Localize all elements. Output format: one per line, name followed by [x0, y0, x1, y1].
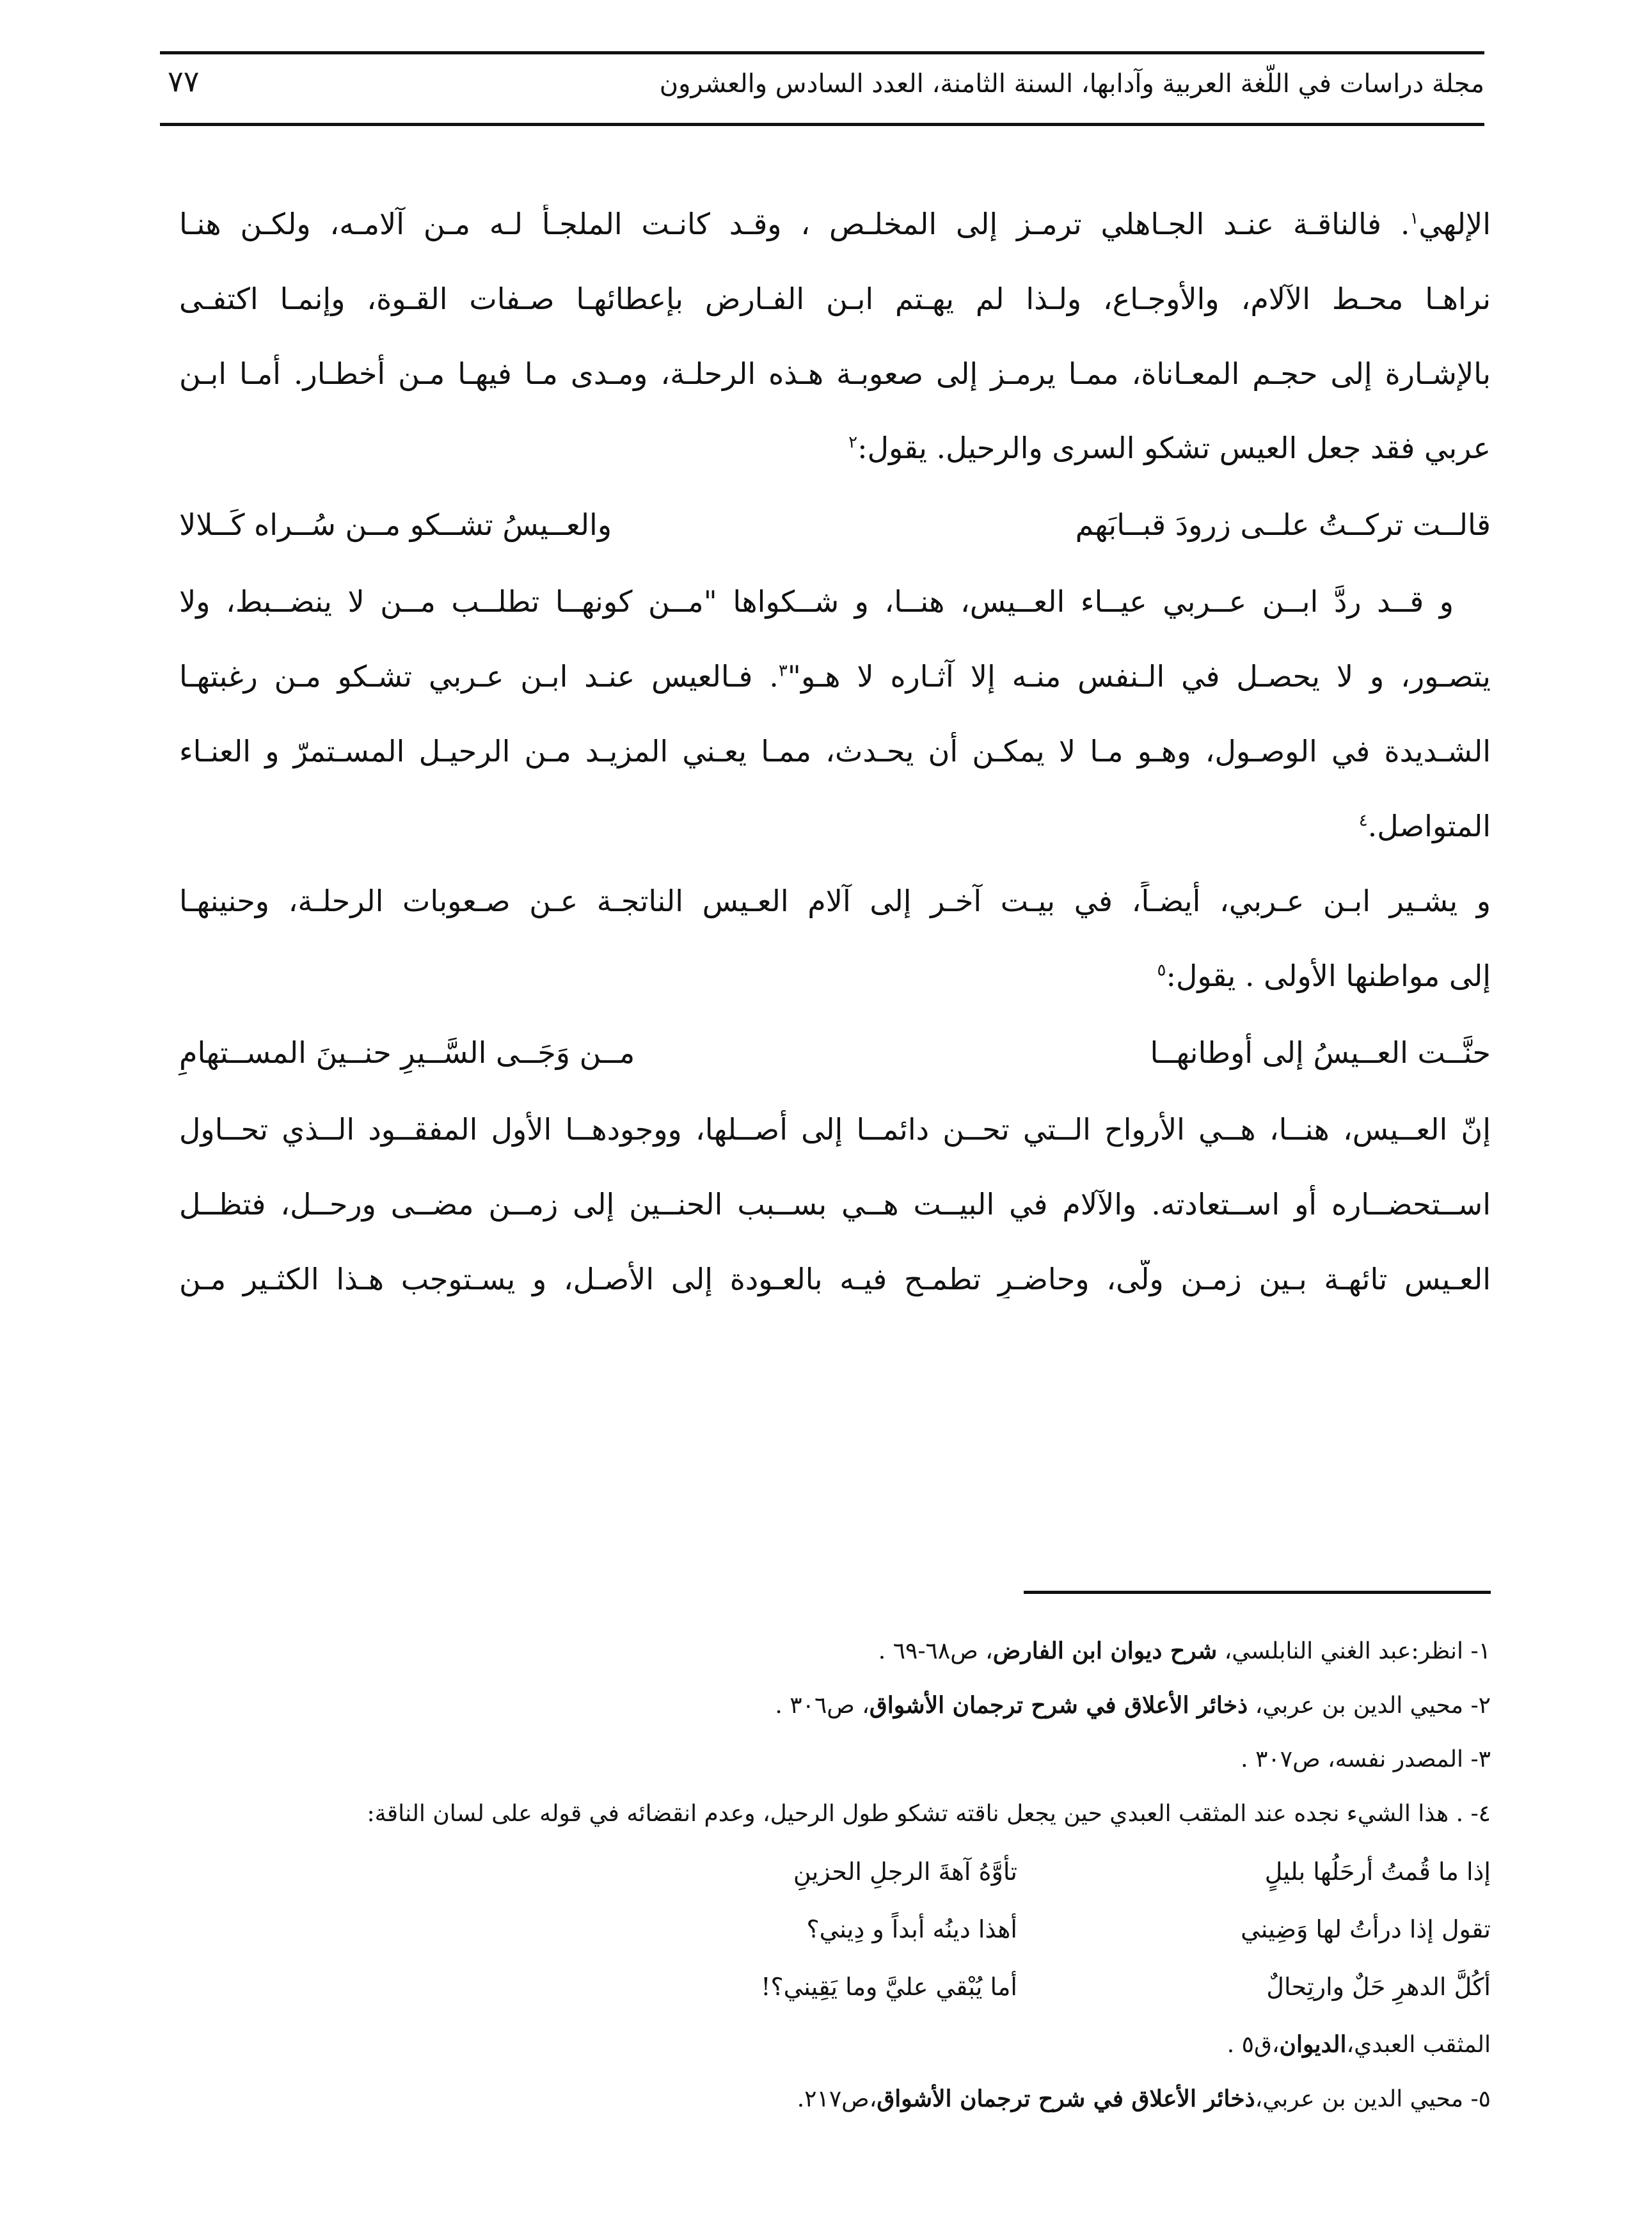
verse-second-hemistich: والعــيسُ تشــكو مــن سُــراه كَــلالا	[179, 507, 612, 542]
paragraph-line: نراهـا محـط الآلام، والأوجـاع، ولـذا لم يهـتم ابـن الفـارض بإعطائهـا صـفات القـوة، وإنمـا اكتفـى	[179, 282, 1491, 316]
text-run: المثقب العبدي،	[1346, 2032, 1491, 2058]
text-run: . فالناقـة عنـد الجـاهلي ترمـز إلى المخلـص ، وقـد كانـت الملجـأ لـه مـن آلامـه، ولكـن هنـا	[179, 207, 1410, 241]
text-run: ٥- محيي الدين بن عربي،	[1255, 2086, 1491, 2112]
paragraph-line: إنّ العــيس، هنــا، هــي الأرواح الــتي تحــن دائمــا إلى أصــلها، ووجودهــا الأول المفقــود الــذي تحــاول	[179, 1112, 1491, 1147]
footnote-verse	[160, 1913, 1491, 1945]
verse-first-hemistich: حنَّــت العــيسُ إلى أوطانهــا	[1150, 1035, 1491, 1070]
text-run: ١- انظر:عبد الغني النابلسي،	[1217, 1638, 1491, 1664]
paragraph-line: و قــد ردَّ ابــن عــربي عيــاء العــيس، هنــا، و شــكواها "مــن كونهــا تطلــب مــن لا ينضــبط، ولا	[179, 584, 1454, 619]
text-run: إلى مواطنها الأولى . يقول:	[1166, 959, 1491, 993]
paragraph-line	[179, 957, 1491, 995]
text-run: ٢- محيي الدين بن عربي،	[1248, 1692, 1491, 1719]
paragraph-line: العـيس تائهـة بـين زمـنٍ ولّى، وحاضـرٍ تطمـح فيـه بالعـودة إلى الأصـل، و يسـتوجب هـذا الكثـير مـن	[179, 1262, 1491, 1296]
text-run: الإلهي	[1418, 207, 1491, 241]
footnote-ref: ٤	[1358, 811, 1368, 831]
text-run: عربي فقد جعل العيس تشكو السرى والرحيل. يقول:	[857, 431, 1491, 465]
footnote-source-title: ذخائر الأعلاق في شرح ترجمان الأشواق	[869, 1692, 1248, 1719]
paragraph-line	[179, 429, 1491, 467]
paragraph-line: اســتحضــاره أو اســتعادته. والآلام في البيــت هــي بســبب الحنــين إلى زمــن مضــى ورحــل، فتظــل	[179, 1187, 1491, 1222]
verse-first-hemistich: قالــت تركــتُ علــى زرودَ قبــابَهم	[1075, 507, 1491, 542]
page-number: ٧٧	[168, 64, 200, 99]
footnote-source-title: شرح ديوان ابن الفارض	[992, 1637, 1218, 1664]
footnote-4-source	[160, 2028, 1491, 2060]
paragraph-line: بالإشـارة إلى حجـم المعـاناة، ممـا يرمـز إلى صعوبـة هـذه الرحلـة، ومـدى مـا فيهـا مـن أخطـار. أمـا ابـن	[179, 356, 1491, 391]
text-run: يتصـور، و لا يحصـل في الـنفس منـه إلا آثـاره لا هـو"	[787, 659, 1491, 694]
verse-second-hemistich: أهذا دينُه أبداً و دِيني؟	[806, 1915, 1017, 1943]
footnote-3: ٣- المصدر نفسه، ص٣٠٧ .	[1241, 1746, 1491, 1772]
footnote-ref: ٢	[848, 433, 858, 452]
verse-line	[179, 1033, 1491, 1072]
paragraph-line	[179, 657, 1491, 696]
footnote-4: ٤- . هذا الشيء نجده عند المثقب العبدي حين يجعل ناقته تشكو طول الرحيل، وعدم انقضائه في قوله على لسان الناقة:	[367, 1801, 1491, 1827]
footnote-2	[160, 1689, 1491, 1721]
text-run: . فـالعيس عنـد ابـن عـربي تشـكو مـن رغبتهـا	[179, 659, 779, 694]
footnote-source-title: الديوان	[1279, 2031, 1347, 2058]
footnote-ref: ٣	[778, 661, 788, 681]
text-run: ، ص٣٠٦ .	[775, 1692, 870, 1719]
verse-first-hemistich: أكُلَّ الدهرِ حَلٌ وارتِحالٌ	[1266, 1973, 1491, 2001]
header-bottom-rule	[160, 123, 1484, 126]
footnote-5	[160, 2083, 1491, 2115]
paragraph-line: الشـديدة في الوصـول، وهـو مـا لا يمكـن أن يحـدث، ممـا يعـني المزيـد مـن الرحيـل المسـتمرّ و العنـاء	[179, 734, 1491, 768]
footnote-verse	[160, 1971, 1491, 2003]
verse-second-hemistich: أما يُبْقي عليَّ وما يَقِيني؟!	[761, 1973, 1017, 2001]
verse-line	[179, 506, 1491, 544]
verse-first-hemistich: إذا ما قُمتُ أرحَلُها بليلٍ	[1264, 1858, 1491, 1886]
footnote-ref: ٥	[1157, 960, 1166, 980]
verse-second-hemistich: تأوَّهُ آهةَ الرجلِ الحزينِ	[793, 1858, 1017, 1886]
verse-first-hemistich: تقول إذا درأتُ لها وَضِيني	[1241, 1915, 1491, 1943]
footnote-source-title: ذخائر الأعلاق في شرح ترجمان الأشواق	[877, 2085, 1255, 2112]
header-top-rule	[160, 51, 1484, 54]
footnote-ref: ١	[1410, 209, 1419, 228]
footnote-1	[160, 1635, 1491, 1667]
running-header	[160, 51, 1484, 127]
text-run: ،ص٢١٧.	[797, 2086, 877, 2112]
text-run: ، ص٦٨-٦٩ .	[878, 1638, 993, 1664]
verse-second-hemistich: مــن وَجَــى السَّــيرِ حنــينَ المســتهامِ	[179, 1035, 635, 1070]
paragraph-line: و يشـير ابـن عـربي، أيضـاً، في بيـت آخـر إلى آلام العـيس الناتجـة عـن صـعوبات الرحلـة، وحنينهـا	[179, 884, 1491, 918]
paragraph-line	[179, 205, 1491, 243]
footnote-verse	[160, 1856, 1491, 1888]
paragraph-line	[179, 807, 1491, 845]
footnote-separator	[1024, 1591, 1491, 1594]
text-run: ،ق٥ .	[1227, 2032, 1280, 2058]
journal-title: مجلة دراسات في اللّغة العربية وآدابها، السنة الثامنة، العدد السادس والعشرون	[659, 69, 1484, 99]
text-run: المتواصل.	[1367, 809, 1491, 843]
